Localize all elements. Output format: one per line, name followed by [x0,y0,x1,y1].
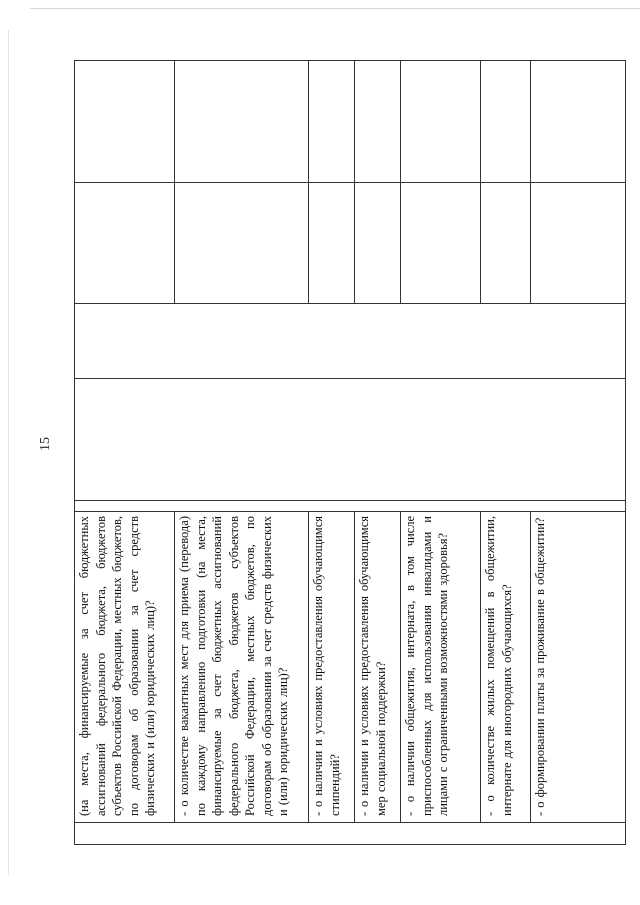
mark-cell [75,182,175,304]
rotated-table-wrapper [74,60,625,845]
page-edge-top [30,8,640,9]
question-cell [355,512,401,823]
table-row [75,61,175,845]
mark-cell [401,182,481,304]
mark-cell [531,182,626,304]
page-edge-left [8,30,9,875]
question-text: - о наличии общежития, интерната, в том числе приспособленных для использования инвалидами и лицами с ограниченными возможностями здоровья? [403,516,450,816]
question-cell [175,512,309,823]
note-cell [401,61,481,183]
question-cell [309,512,355,823]
score-column [75,304,626,379]
note-cell [481,61,531,183]
question-text: - о наличии и условиях предоставления обучающимся мер социальной поддержки? [357,516,388,816]
question-text: - о количестве вакантных мест для приема (перевода) по каждому направлению подготовки (на места, финансируемые за счет бюджетных ассигнований федерального бюджета, бюджетов субъектов Российской Федерации, местных бюджетов, по договорам об образовании за счет средств физических и (или) юридических лиц)? [177,516,290,816]
question-cell [531,512,626,823]
question-text: - о наличии и условиях предоставления обучающимся стипендий? [311,516,342,816]
mark-cell [481,182,531,304]
page-number: 15 [38,437,53,451]
note-cell [531,61,626,183]
spacer-column [75,501,626,512]
mark-cell [355,182,401,304]
question-cell [481,512,531,823]
note-cell [75,61,175,183]
mark-cell [309,182,355,304]
question-text: (на места, финансируемые за счет бюджетных ассигнований федерального бюджета, бюджетов субъектов Российской Федерации, местных бюджетов, по договорам об образовании за счет средств физических и (или) юридических лиц)? [77,516,157,816]
note-cell [309,61,355,183]
answer-column [75,379,626,501]
question-cell [401,512,481,823]
left-margin-column [75,823,626,845]
question-text: - о формировании платы за проживание в общежитии? [533,517,547,816]
requirements-table [74,60,626,845]
note-cell [355,61,401,183]
question-cell [75,512,175,823]
question-text: - о количестве жилых помещений в общежитии, интернате для иногородних обучающихся? [483,516,514,816]
mark-cell [175,182,309,304]
note-cell [175,61,309,183]
